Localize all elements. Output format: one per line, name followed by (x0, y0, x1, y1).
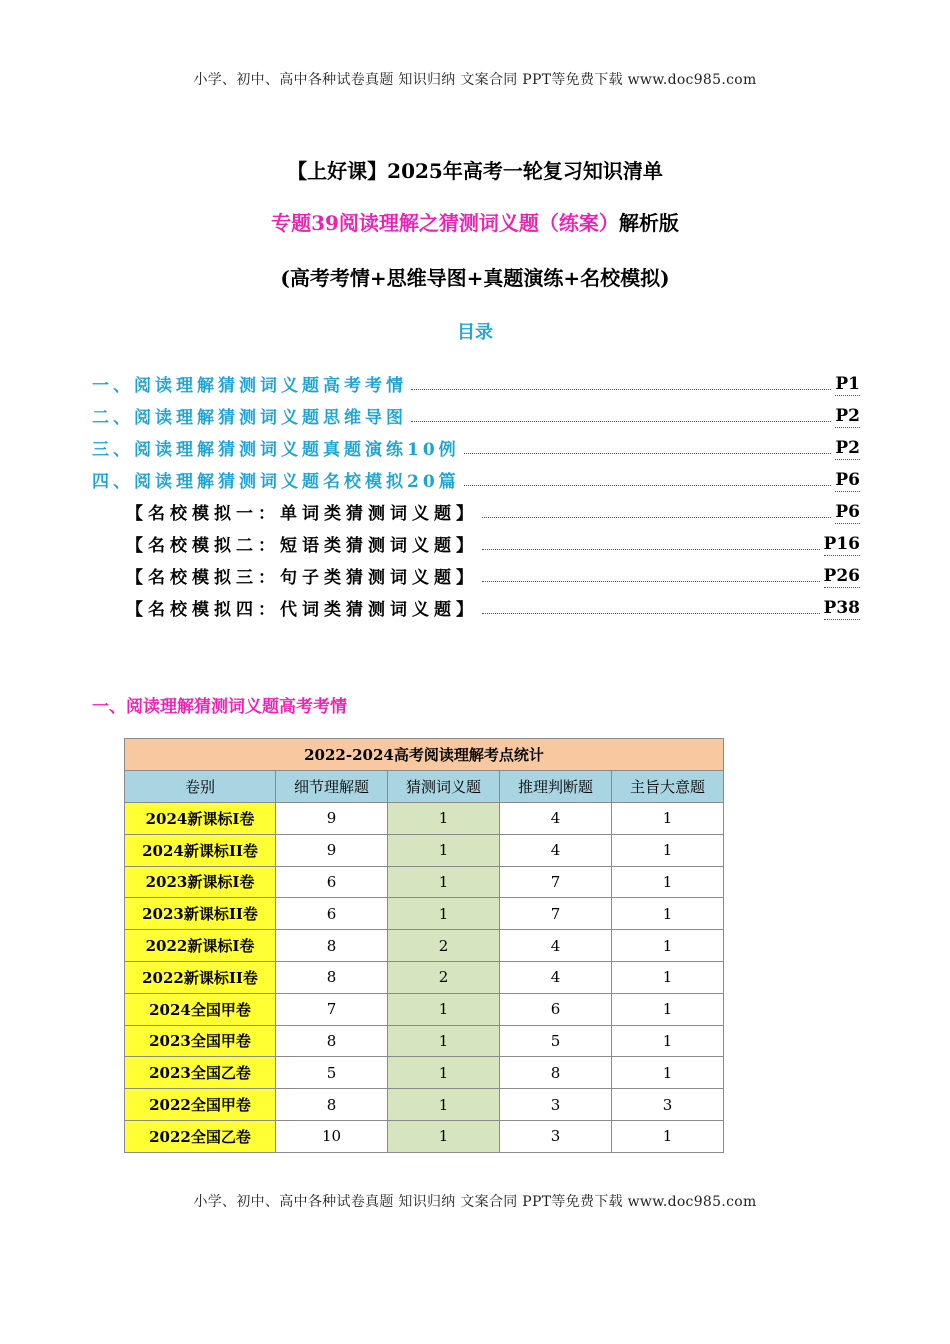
toc-leader (411, 420, 831, 422)
exam-name-cell: 2023全国乙卷 (125, 1057, 276, 1089)
toc-entry-label: 【名校模拟二：短语类猜测词义题】 (126, 536, 478, 556)
table-cell: 6 (500, 993, 612, 1025)
toc-leader (464, 484, 832, 486)
table-cell: 9 (276, 834, 388, 866)
table-of-contents (92, 364, 860, 620)
table-row (125, 993, 724, 1025)
toc-entry-page: P38 (823, 598, 860, 618)
table-body (125, 803, 724, 1153)
toc-leader (482, 612, 820, 614)
toc-leader (464, 452, 832, 454)
table-cell: 5 (500, 1025, 612, 1057)
table-cell: 6 (276, 898, 388, 930)
table-cell: 7 (500, 866, 612, 898)
toc-leader (411, 388, 831, 390)
table-row (125, 898, 724, 930)
section-heading: 一、阅读理解猜测词义题高考考情 (92, 697, 347, 717)
toc-subentry[interactable] (92, 588, 860, 620)
toc-entry-page: P26 (823, 566, 860, 586)
document-subtitle (0, 207, 950, 236)
exam-name-cell: 2023新课标II卷 (125, 898, 276, 930)
exam-name-cell: 2023新课标I卷 (125, 866, 276, 898)
table-cell: 1 (388, 1025, 500, 1057)
table-row (125, 1089, 724, 1121)
exam-name-cell: 2024新课标II卷 (125, 834, 276, 866)
toc-entry[interactable] (92, 364, 860, 396)
column-header: 推理判断题 (500, 771, 612, 803)
table-cell: 8 (276, 1089, 388, 1121)
toc-entry-page: P16 (823, 534, 860, 554)
table-row (125, 1120, 724, 1152)
table-cell: 1 (388, 993, 500, 1025)
exam-name-cell: 2023全国甲卷 (125, 1025, 276, 1057)
toc-entry-page: P1 (835, 374, 860, 394)
toc-entry-page: P2 (835, 406, 860, 426)
table-cell: 9 (276, 803, 388, 835)
column-header: 主旨大意题 (612, 771, 724, 803)
table-cell: 6 (276, 866, 388, 898)
table-cell: 4 (500, 961, 612, 993)
toc-leader (482, 580, 820, 582)
exam-name-cell: 2022新课标II卷 (125, 961, 276, 993)
toc-entry-label: 四、阅读理解猜测词义题名校模拟20篇 (92, 472, 460, 492)
table-header-row (125, 771, 724, 803)
toc-title: 目录 (457, 322, 493, 343)
table-cell: 1 (612, 803, 724, 835)
toc-entry-label: 一、阅读理解猜测词义题高考考情 (92, 376, 407, 396)
table-cell: 1 (612, 866, 724, 898)
column-header: 猜测词义题 (388, 771, 500, 803)
table-row (125, 1057, 724, 1089)
toc-entry[interactable] (92, 460, 860, 492)
page-header: 小学、初中、高中各种试卷真题 知识归纳 文案合同 PPT等免费下载 www.doc985.com (193, 72, 757, 88)
table-cell: 3 (612, 1089, 724, 1121)
document-contents-note: (高考考情+思维导图+真题演练+名校模拟) (280, 266, 670, 290)
table-cell: 1 (612, 898, 724, 930)
table-cell: 4 (500, 834, 612, 866)
table-cell: 1 (612, 930, 724, 962)
exam-name-cell: 2022全国甲卷 (125, 1089, 276, 1121)
toc-entry-label: 【名校模拟一：单词类猜测词义题】 (126, 504, 478, 524)
table-cell: 1 (612, 834, 724, 866)
table-row (125, 961, 724, 993)
toc-entry-label: 【名校模拟四：代词类猜测词义题】 (126, 600, 478, 620)
exam-name-cell: 2024全国甲卷 (125, 993, 276, 1025)
toc-leader (482, 516, 831, 518)
table-cell: 7 (500, 898, 612, 930)
toc-entry[interactable] (92, 428, 860, 460)
table-cell: 7 (276, 993, 388, 1025)
table-cell: 1 (388, 834, 500, 866)
table-cell: 1 (612, 1120, 724, 1152)
table-row (125, 930, 724, 962)
table-cell: 1 (388, 803, 500, 835)
exam-name-cell: 2022全国乙卷 (125, 1120, 276, 1152)
exam-name-cell: 2024新课标I卷 (125, 803, 276, 835)
table-cell: 1 (612, 993, 724, 1025)
toc-entry-label: 三、阅读理解猜测词义题真题演练10例 (92, 440, 460, 460)
table-cell: 3 (500, 1089, 612, 1121)
table-cell: 5 (276, 1057, 388, 1089)
table-caption: 2022-2024高考阅读理解考点统计 (125, 739, 724, 771)
table-cell: 2 (388, 961, 500, 993)
toc-entry-page: P2 (835, 438, 860, 458)
table-cell: 3 (500, 1120, 612, 1152)
subtitle-topic: 专题39阅读理解之猜测词义题（练案） (271, 211, 619, 235)
table-cell: 1 (388, 1120, 500, 1152)
table-row (125, 1025, 724, 1057)
table-cell: 1 (388, 1089, 500, 1121)
table-cell: 1 (388, 866, 500, 898)
toc-entry[interactable] (92, 396, 860, 428)
exam-statistics-table (124, 738, 724, 1153)
column-header: 卷别 (125, 771, 276, 803)
toc-entry-label: 【名校模拟三：句子类猜测词义题】 (126, 568, 478, 588)
toc-entry-page: P6 (835, 502, 860, 522)
document-title: 【上好课】2025年高考一轮复习知识清单 (287, 159, 663, 183)
exam-name-cell: 2022新课标I卷 (125, 930, 276, 962)
table-row (125, 803, 724, 835)
table-cell: 8 (500, 1057, 612, 1089)
table-cell: 8 (276, 930, 388, 962)
table-cell: 1 (388, 898, 500, 930)
table-cell: 8 (276, 1025, 388, 1057)
table-cell: 1 (388, 1057, 500, 1089)
table-cell: 1 (612, 961, 724, 993)
page-footer: 小学、初中、高中各种试卷真题 知识归纳 文案合同 PPT等免费下载 www.doc985.com (193, 1194, 757, 1210)
table-cell: 2 (388, 930, 500, 962)
table-row (125, 834, 724, 866)
table-cell: 4 (500, 803, 612, 835)
toc-entry-page: P6 (835, 470, 860, 490)
toc-subentry[interactable] (92, 524, 860, 556)
toc-subentry[interactable] (92, 556, 860, 588)
table-cell: 4 (500, 930, 612, 962)
column-header: 细节理解题 (276, 771, 388, 803)
subtitle-version: 解析版 (618, 211, 679, 235)
toc-leader (482, 548, 820, 550)
table-row (125, 866, 724, 898)
toc-subentry[interactable] (92, 492, 860, 524)
table-cell: 1 (612, 1057, 724, 1089)
table-cell: 8 (276, 961, 388, 993)
table-cell: 1 (612, 1025, 724, 1057)
toc-entry-label: 二、阅读理解猜测词义题思维导图 (92, 408, 407, 428)
table-cell: 10 (276, 1120, 388, 1152)
